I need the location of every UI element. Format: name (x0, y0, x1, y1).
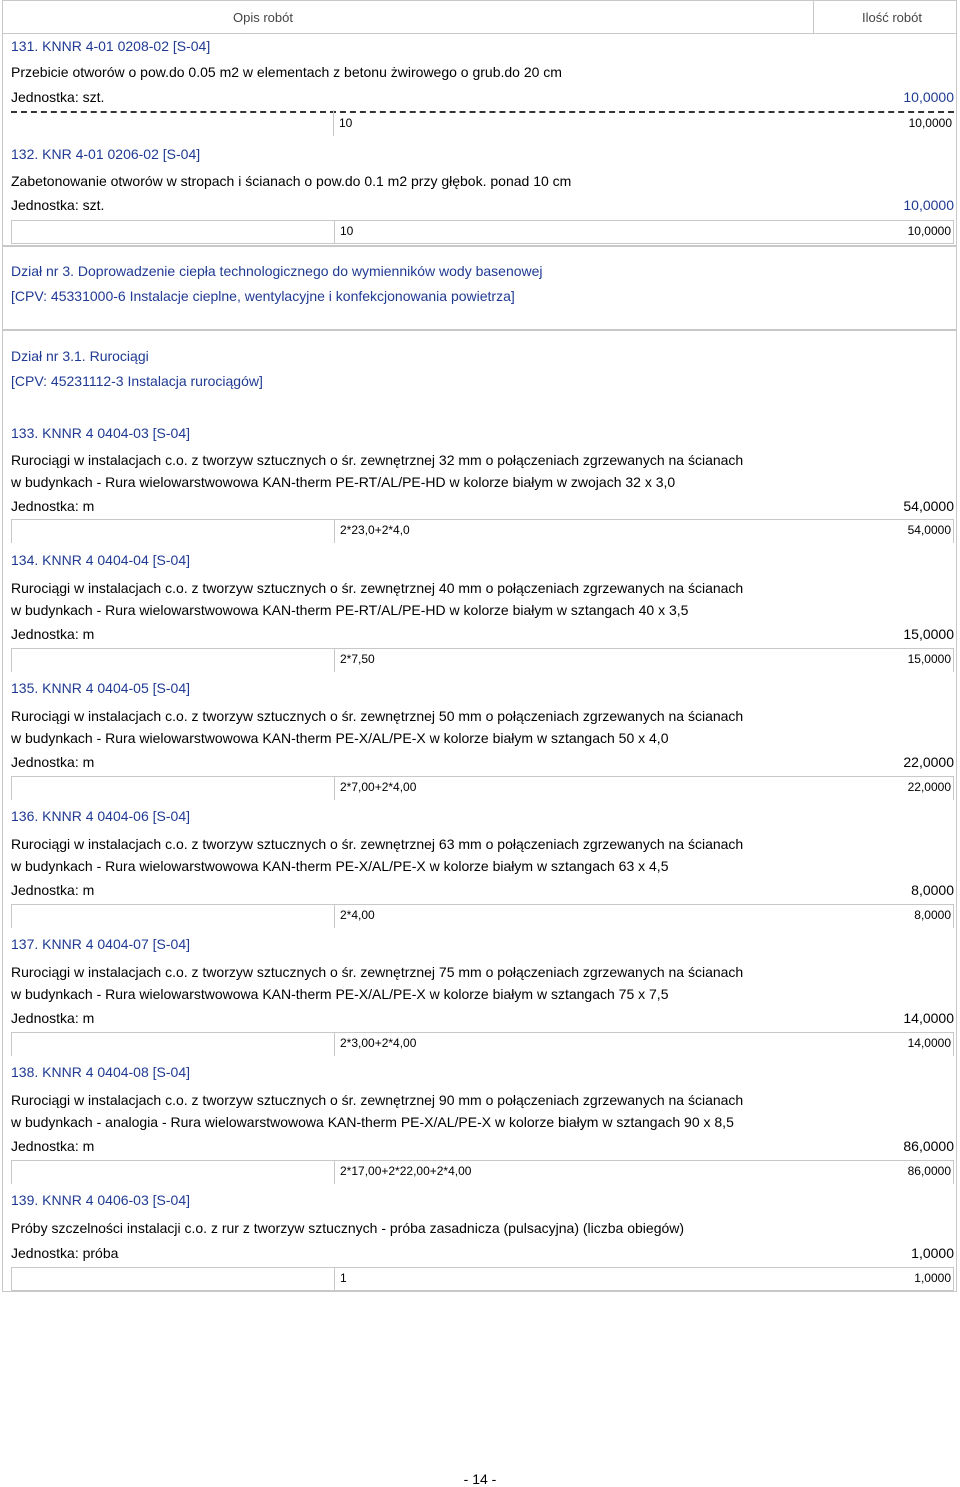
measurement-formula: 1 (340, 1271, 347, 1285)
unit-row (11, 1010, 954, 1030)
item-description: Zabetonowanie otworów w stropach i ścianach o pow.do 0.1 m2 przy głębok. ponad 10 cm (11, 173, 572, 189)
column-divider (813, 1, 814, 34)
measurement-qty: 1,0000 (914, 1271, 951, 1285)
section-3-block (2, 246, 957, 330)
unit-row (11, 754, 954, 774)
column-header-description: Opis robót (233, 10, 293, 25)
item-description: Rurociągi w instalacjach c.o. z tworzyw sztucznych o śr. zewnętrznej 63 mm o połączeniach zgrzewanych na ścianach (11, 836, 744, 852)
unit-row (11, 1245, 954, 1265)
measurement-formula: 2*3,00+2*4,00 (340, 1036, 417, 1050)
unit-row (11, 882, 954, 902)
item-description: Rurociągi w instalacjach c.o. z tworzyw sztucznych o śr. zewnętrznej 75 mm o połączeniach zgrzewanych na ścianach (11, 964, 744, 980)
measurement-row (11, 776, 954, 800)
measurement-formula: 2*4,00 (340, 908, 375, 922)
item-description: Rurociągi w instalacjach c.o. z tworzyw sztucznych o śr. zewnętrznej 32 mm o połączeniach zgrzewanych na ścianach (11, 452, 744, 468)
cell-divider (334, 220, 335, 244)
item-description: w budynkach - Rura wielowarstwowowa KAN-therm PE-X/AL/PE-X w kolorze białym w sztangach 75 x 7,5 (11, 986, 669, 1002)
measurement-row (11, 1267, 954, 1291)
cell-divider (334, 1160, 335, 1184)
items-block-1 (2, 33, 957, 246)
item-code: 131. KNNR 4-01 0208-02 [S-04] (11, 38, 211, 54)
unit-total: 10,0000 (903, 89, 954, 105)
unit-total: 54,0000 (903, 498, 954, 514)
measurement-row (11, 1032, 954, 1056)
unit-row (11, 498, 954, 518)
measurement-qty: 10,0000 (907, 224, 951, 238)
measurement-row (11, 116, 954, 136)
cell-divider (333, 110, 334, 136)
measurement-formula: 2*7,50 (340, 652, 375, 666)
measurement-formula: 2*7,00+2*4,00 (340, 780, 417, 794)
measurement-formula: 10 (339, 116, 353, 130)
measurement-row (11, 519, 954, 543)
measurement-qty: 86,0000 (907, 1164, 951, 1178)
measurement-formula: 10 (340, 224, 354, 238)
item-description: Rurociągi w instalacjach c.o. z tworzyw sztucznych o śr. zewnętrznej 50 mm o połączeniach zgrzewanych na ścianach (11, 708, 744, 724)
cell-divider (334, 519, 335, 543)
unit-total: 10,0000 (903, 197, 954, 213)
section-cpv: [CPV: 45231112-3 Instalacja rurociągów] (11, 373, 263, 389)
cell-divider (334, 648, 335, 672)
unit-label: Jednostka: m (11, 626, 95, 642)
measurement-row (11, 220, 954, 244)
unit-label: Jednostka: m (11, 498, 95, 514)
measurement-qty: 54,0000 (907, 523, 951, 537)
unit-total: 8,0000 (911, 882, 954, 898)
measurement-row (11, 648, 954, 672)
column-header-quantity: Ilość robót (862, 10, 922, 25)
item-code: 136. KNNR 4 0404-06 [S-04] (11, 808, 190, 824)
measurement-formula: 2*23,0+2*4,0 (340, 523, 410, 537)
unit-label: Jednostka: m (11, 882, 95, 898)
unit-row (11, 1138, 954, 1158)
unit-total: 1,0000 (911, 1245, 954, 1261)
unit-label: Jednostka: szt. (11, 197, 105, 213)
unit-total: 22,0000 (903, 754, 954, 770)
cell-divider (334, 776, 335, 800)
measurement-formula: 2*17,00+2*22,00+2*4,00 (340, 1164, 472, 1178)
measurement-row (11, 904, 954, 928)
item-description: Rurociągi w instalacjach c.o. z tworzyw sztucznych o śr. zewnętrznej 90 mm o połączeniach zgrzewanych na ścianach (11, 1092, 744, 1108)
item-description: w budynkach - Rura wielowarstwowowa KAN-therm PE-RT/AL/PE-HD w kolorze białym w sztangach 40 x 3,5 (11, 602, 689, 618)
item-description: w budynkach - analogia - Rura wielowarstwowowa KAN-therm PE-X/AL/PE-X w kolorze białym w sztangach 90 x 8,5 (11, 1114, 734, 1130)
cell-divider (334, 904, 335, 928)
item-code: 137. KNNR 4 0404-07 [S-04] (11, 936, 190, 952)
item-description: w budynkach - Rura wielowarstwowowa KAN-therm PE-X/AL/PE-X w kolorze białym w sztangach 63 x 4,5 (11, 858, 669, 874)
page-number: - 14 - (463, 1471, 497, 1487)
item-description: Rurociągi w instalacjach c.o. z tworzyw sztucznych o śr. zewnętrznej 40 mm o połączeniach zgrzewanych na ścianach (11, 580, 744, 596)
item-code: 134. KNNR 4 0404-04 [S-04] (11, 552, 190, 568)
unit-total: 14,0000 (903, 1010, 954, 1026)
item-code: 135. KNNR 4 0404-05 [S-04] (11, 680, 190, 696)
unit-row (11, 626, 954, 646)
unit-total: 15,0000 (903, 626, 954, 642)
unit-label: Jednostka: m (11, 1138, 95, 1154)
measurement-row (11, 1160, 954, 1184)
item-code: 138. KNNR 4 0404-08 [S-04] (11, 1064, 190, 1080)
table-header (2, 0, 957, 33)
measurement-qty: 15,0000 (907, 652, 951, 666)
item-description: w budynkach - Rura wielowarstwowowa KAN-therm PE-X/AL/PE-X w kolorze białym w sztangach 50 x 4,0 (11, 730, 669, 746)
dashed-separator (11, 111, 954, 113)
measurement-qty: 14,0000 (907, 1036, 951, 1050)
item-code: 132. KNR 4-01 0206-02 [S-04] (11, 146, 201, 162)
unit-label: Jednostka: szt. (11, 89, 105, 105)
section-3-1-block (2, 330, 957, 1292)
unit-label: Jednostka: m (11, 1010, 95, 1026)
item-code: 133. KNNR 4 0404-03 [S-04] (11, 425, 190, 441)
section-title: Dział nr 3.1. Rurociągi (11, 348, 149, 364)
measurement-qty: 10,0000 (908, 116, 952, 130)
section-title: Dział nr 3. Doprowadzenie ciepła technologicznego do wymienników wody basenowej (11, 263, 543, 279)
section-cpv: [CPV: 45331000-6 Instalacje cieplne, wentylacyjne i konfekcjonowania powietrza] (11, 288, 515, 304)
unit-label: Jednostka: m (11, 754, 95, 770)
unit-row (11, 89, 954, 109)
item-code: 139. KNNR 4 0406-03 [S-04] (11, 1192, 190, 1208)
unit-total: 86,0000 (903, 1138, 954, 1154)
item-description: w budynkach - Rura wielowarstwowowa KAN-therm PE-RT/AL/PE-HD w kolorze białym w zwojach 32 x 3,0 (11, 474, 676, 490)
item-description: Przebicie otworów o pow.do 0.05 m2 w elementach z betonu żwirowego o grub.do 20 cm (11, 64, 562, 80)
item-description: Próby szczelności instalacji c.o. z rur z tworzyw sztucznych - próba zasadnicza (pulsacyjna) (liczba obiegów) (11, 1220, 685, 1236)
cell-divider (334, 1032, 335, 1056)
unit-label: Jednostka: próba (11, 1245, 119, 1261)
unit-row (11, 197, 954, 217)
measurement-qty: 8,0000 (914, 908, 951, 922)
measurement-qty: 22,0000 (907, 780, 951, 794)
cell-divider (334, 1267, 335, 1291)
